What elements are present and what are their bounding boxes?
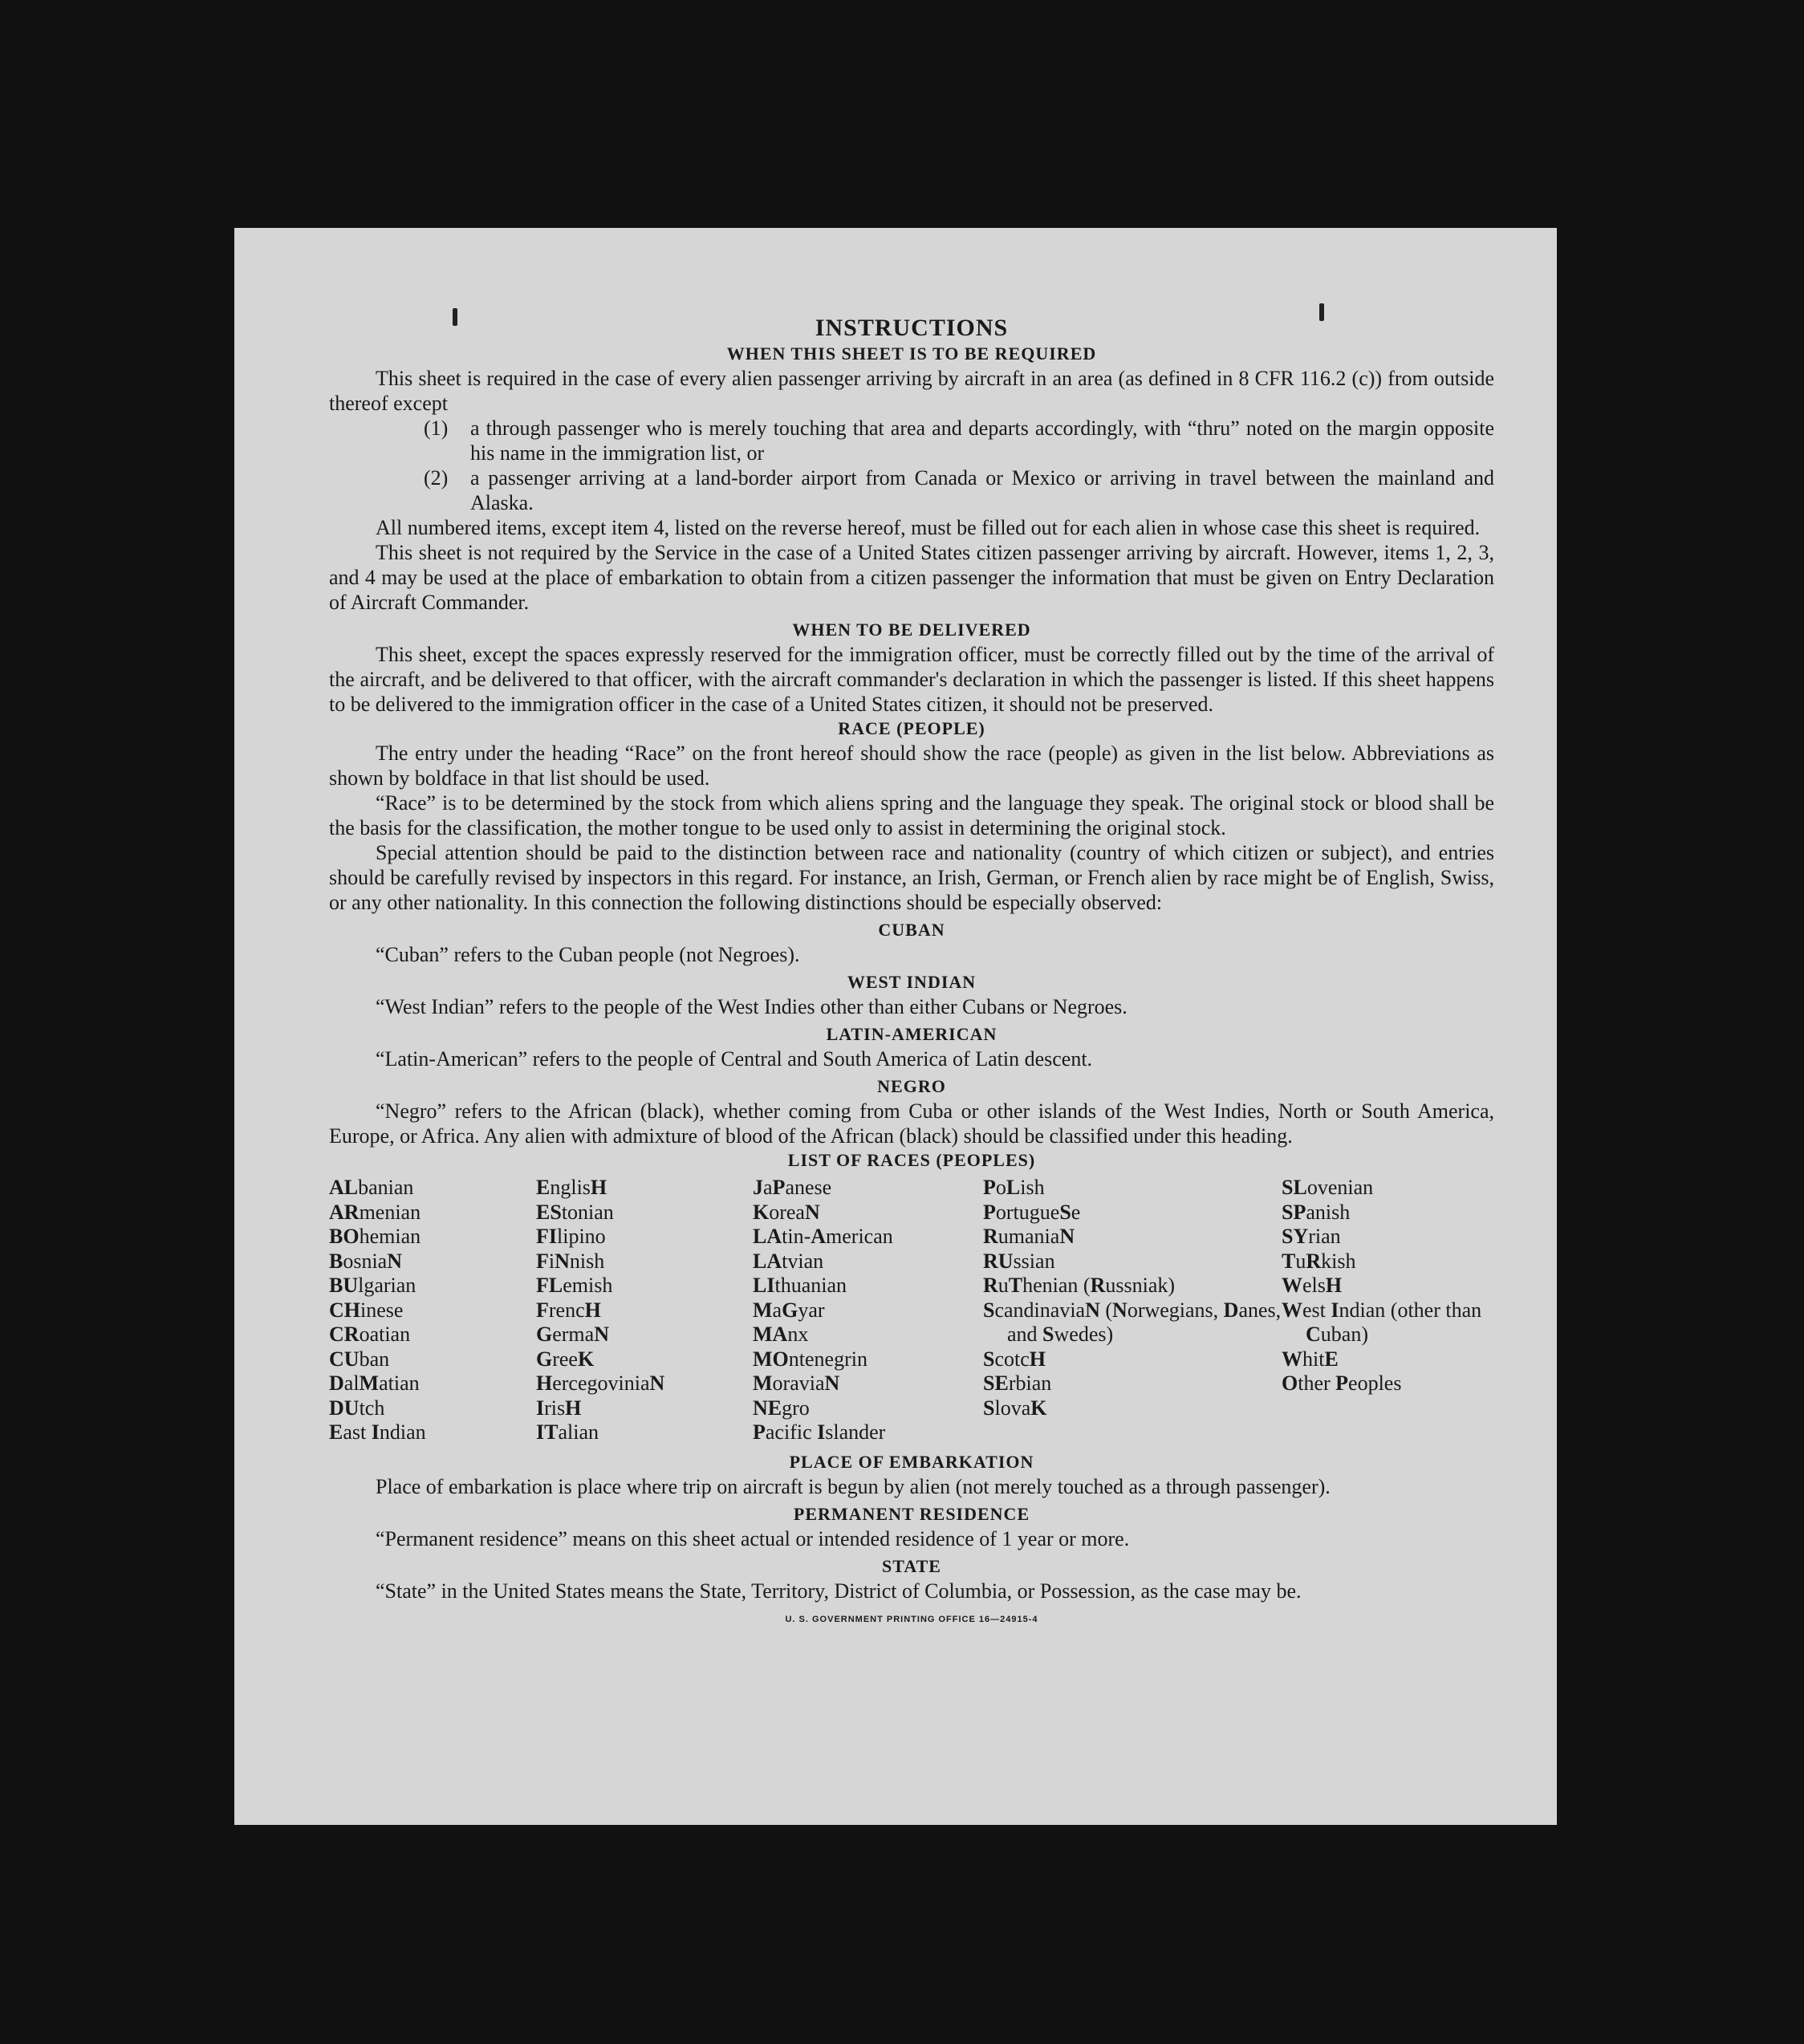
list-item <box>329 416 1494 465</box>
race-entry: East Indian <box>329 1420 426 1444</box>
item-number: (1) <box>424 417 449 440</box>
instruction-sheet <box>234 228 1557 1825</box>
race-entry: PoLish <box>983 1176 1045 1199</box>
race-entry: IrisH <box>536 1396 582 1420</box>
paragraph-cuban: “Cuban” refers to the Cuban people (not Negroes). <box>376 943 800 966</box>
race-entry: SLovenian <box>1282 1176 1374 1199</box>
races-column <box>536 1176 753 1445</box>
heading-negro: NEGRO <box>877 1076 946 1096</box>
paragraph-race-nationality: Special attention should be paid to the distinction between race and nationality (country of which citizen or subject), and entries should be carefully revised by inspectors in this regard. For instance, an Irish, German, or French alien by race might be of English, Swiss, or any other nationality. In this connection the following distinctions should be especially observed: <box>329 841 1494 914</box>
race-entry: LAtin-American <box>753 1225 893 1248</box>
race-entry: GermaN <box>536 1323 609 1346</box>
race-entry: RUssian <box>983 1249 1055 1273</box>
race-entry: ARmenian <box>329 1200 421 1224</box>
race-entry: EStonian <box>536 1200 614 1224</box>
heading-cuban: CUBAN <box>878 920 945 940</box>
heading-place-of-embarkation: PLACE OF EMBARKATION <box>789 1451 1034 1472</box>
race-entry: RumaniaN <box>983 1225 1075 1248</box>
races-column <box>1282 1176 1490 1445</box>
races-list <box>329 1176 1494 1445</box>
heading-when-delivered: WHEN TO BE DELIVERED <box>792 620 1031 640</box>
paragraph-required-intro: This sheet is required in the case of every alien passenger arriving by aircraft in an area (as defined in 8 CFR 116.2 (c)) from outside thereof except <box>329 367 1494 415</box>
heading-latin-american: LATIN-AMERICAN <box>826 1024 997 1044</box>
race-entry: Pacific Islander <box>753 1420 886 1444</box>
race-entry: MaGyar <box>753 1298 825 1322</box>
paragraph-citizen: This sheet is not required by the Service in the case of a United States citizen passenger arriving by aircraft. However, items 1, 2, 3, and 4 may be used at the place of embarkation to obtain from a citizen passenger the information that must be given on Entry Declaration of Aircraft Commander. <box>329 541 1494 614</box>
punch-mark-left <box>453 308 457 326</box>
race-entry: FLemish <box>536 1274 613 1297</box>
race-entry: ITalian <box>536 1420 599 1444</box>
race-entry: DUtch <box>329 1396 385 1420</box>
race-entry: TuRkish <box>1282 1249 1356 1273</box>
paragraph-delivered: This sheet, except the spaces expressly reserved for the immigration officer, must be correctly filled out by the time of the arrival of the aircraft, and be delivered to that officer, with the aircraft commander's declaration in which the passenger is listed. If this sheet happens to be delivered to the immigration officer in the case of a United States citizen, it should not be preserved. <box>329 643 1494 716</box>
races-column <box>983 1176 1282 1445</box>
race-entry: SYrian <box>1282 1225 1341 1248</box>
race-entry: CUban <box>329 1347 390 1371</box>
race-entry: BosniaN <box>329 1249 403 1273</box>
race-entry: WelsH <box>1282 1274 1343 1297</box>
race-entry: BOhemian <box>329 1225 421 1248</box>
race-entry: LAtvian <box>753 1249 824 1273</box>
race-entry: ScandinaviaN (Norwegians, Danes, and Swedes) <box>983 1298 1282 1346</box>
race-entry: Other Peoples <box>1282 1371 1402 1395</box>
race-entry: JaPanese <box>753 1176 832 1199</box>
race-entry: ScotcH <box>983 1347 1046 1371</box>
race-entry: CRoatian <box>329 1323 411 1346</box>
heading-permanent-residence: PERMANENT RESIDENCE <box>793 1503 1030 1524</box>
race-entry: EnglisH <box>536 1176 607 1199</box>
paragraph-race-determined: “Race” is to be determined by the stock from which aliens spring and the language they speak. The original stock or blood shall be the basis for the classification, the mother tongue to be used only to assist in determining the original stock. <box>329 791 1494 839</box>
paragraph-state: “State” in the United States means the State, Territory, District of Columbia, or Possession, as the case may be. <box>376 1579 1302 1603</box>
races-column <box>753 1176 983 1445</box>
paragraph-embarkation: Place of embarkation is place where trip on aircraft is begun by alien (not merely touched as a through passenger). <box>376 1474 1331 1498</box>
heading-race: RACE (PEOPLE) <box>838 718 985 738</box>
paragraph-permanent-residence: “Permanent residence” means on this sheet actual or intended residence of 1 year or more. <box>376 1526 1130 1550</box>
race-entry: WhitE <box>1282 1347 1339 1371</box>
race-entry: MOntenegrin <box>753 1347 867 1371</box>
paragraph-numbered-items: All numbered items, except item 4, listed on the reverse hereof, must be filled out for each alien in whose case this sheet is required. <box>376 516 1481 539</box>
race-entry: FrencH <box>536 1298 601 1322</box>
heading-when-required: WHEN THIS SHEET IS TO BE REQUIRED <box>726 343 1097 364</box>
race-entry: FiNnish <box>536 1249 605 1273</box>
race-entry: DalMatian <box>329 1371 420 1395</box>
race-entry: MoraviaN <box>753 1371 840 1395</box>
printer-imprint: U. S. GOVERNMENT PRINTING OFFICE 16—24915-4 <box>785 1614 1038 1624</box>
paragraph-west-indian: “West Indian” refers to the people of the West Indies other than either Cubans or Negroes. <box>376 995 1128 1018</box>
race-entry: PortugueSe <box>983 1200 1081 1224</box>
paragraph-latin-american: “Latin-American” refers to the people of Central and South America of Latin descent. <box>376 1047 1093 1071</box>
race-entry: RuThenian (Russniak) <box>983 1274 1176 1297</box>
race-entry: GreeK <box>536 1347 595 1371</box>
race-entry: ALbanian <box>329 1176 414 1199</box>
race-entry: LIthuanian <box>753 1274 847 1297</box>
list-item <box>329 465 1494 515</box>
race-entry: CHinese <box>329 1298 404 1322</box>
item-text: a passenger arriving at a land-border airport from Canada or Mexico or arriving in travel between the mainland and Alaska. <box>470 466 1494 514</box>
heading-list-of-races: LIST OF RACES (PEOPLES) <box>787 1150 1036 1170</box>
paragraph-negro: “Negro” refers to the African (black), whether coming from Cuba or other islands of the West Indies, North or South America, Europe, or Africa. Any alien with admixture of blood of the African (black) should be classified under this heading. <box>329 1099 1494 1148</box>
page-title: INSTRUCTIONS <box>815 315 1009 341</box>
heading-west-indian: WEST INDIAN <box>847 972 977 992</box>
race-entry: NEgro <box>753 1396 810 1420</box>
paragraph-race-entry: The entry under the heading “Race” on the front hereof should show the race (people) as given in the list below. Abbreviations as shown by boldface in that list should be used. <box>329 742 1494 790</box>
race-entry: FIlipino <box>536 1225 606 1248</box>
race-entry: SlovaK <box>983 1396 1047 1420</box>
item-text: a through passenger who is merely touching that area and departs accordingly, with “thru” noted on the margin opposite his name in the immigration list, or <box>470 417 1494 465</box>
race-entry: HercegoviniaN <box>536 1371 665 1395</box>
heading-state: STATE <box>882 1555 941 1576</box>
race-entry: MAnx <box>753 1323 809 1346</box>
race-entry: KoreaN <box>753 1200 820 1224</box>
race-entry: SPanish <box>1282 1200 1351 1224</box>
item-number: (2) <box>424 466 449 490</box>
race-entry: SErbian <box>983 1371 1052 1395</box>
races-column <box>329 1176 536 1445</box>
race-entry: BUlgarian <box>329 1274 416 1297</box>
race-entry: West Indian (other than Cuban) <box>1282 1298 1482 1346</box>
punch-mark-right <box>1319 303 1324 321</box>
